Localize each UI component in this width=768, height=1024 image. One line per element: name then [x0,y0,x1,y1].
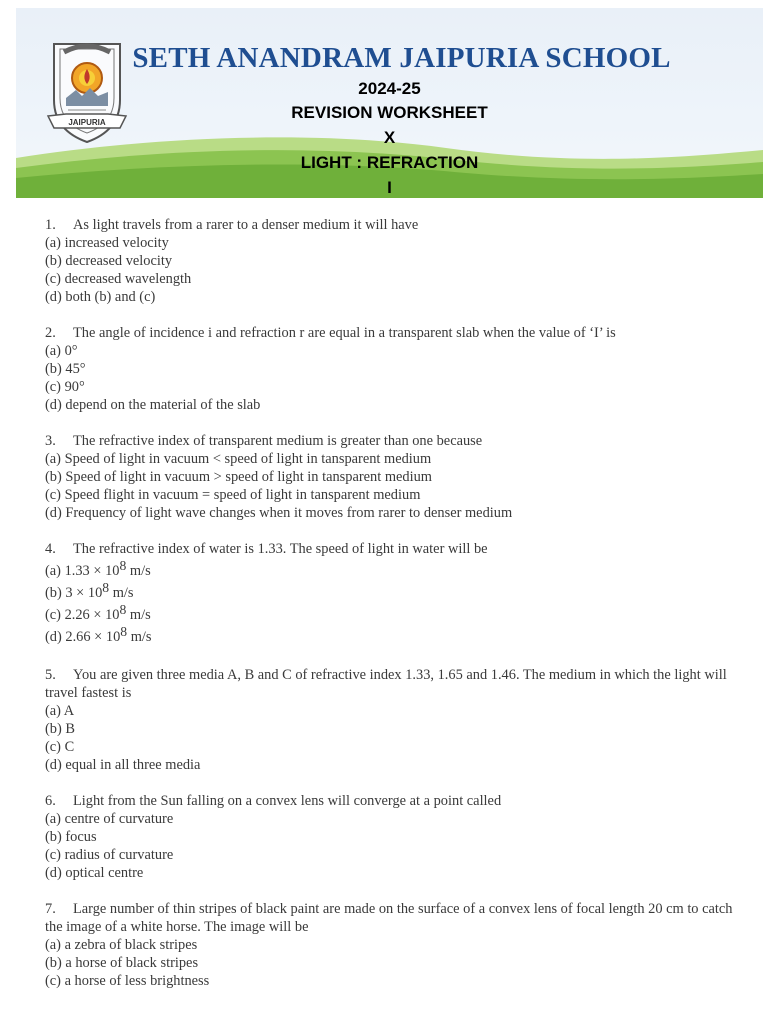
option-a: (a) increased velocity [45,235,169,251]
option-d: (d) both (b) and (c) [45,289,156,305]
question-text: You are given three media A, B and C of refractive index 1.33, 1.65 and 1.46. The medium in which the light will travel fastest is [45,667,727,701]
academic-year: 2024-25 [358,79,421,98]
question-text: Light from the Sun falling on a convex lens will converge at a point called [73,793,502,809]
option-d: (d) equal in all three media [45,757,201,773]
option-b: (b) Speed of light in vacuum > speed of light in tansparent medium [45,469,432,485]
option-c [45,604,735,626]
option-unit: m/s [126,563,151,579]
question-6 [45,792,735,882]
question-5 [45,666,735,774]
option-unit: m/s [126,607,151,623]
topic-title: LIGHT : REFRACTION [300,153,479,172]
option-c: (c) 90° [45,379,85,395]
option-a: (a) a zebra of black stripes [45,937,198,953]
option-exponent: 8 [119,558,127,574]
option-coefficient: (c) 2.26 × 10 [45,607,120,623]
worksheet-header [16,8,763,198]
school-name: SETH ANANDRAM JAIPURIA SCHOOL [132,42,671,74]
question-text: The refractive index of water is 1.33. The speed of light in water will be [73,541,488,557]
option-a: (a) Speed of light in vacuum < speed of light in tansparent medium [45,451,432,467]
option-b: (b) decreased velocity [45,253,173,269]
option-exponent: 8 [102,580,110,596]
option-c: (c) decreased wavelength [45,271,192,287]
option-a: (a) A [45,703,75,719]
option-b: (b) focus [45,829,97,845]
option-unit: m/s [109,585,134,601]
option-b [45,582,735,604]
option-b: (b) a horse of black stripes [45,955,199,971]
question-number: 5. [45,667,56,683]
question-number: 1. [45,217,56,233]
option-exponent: 8 [119,602,127,618]
option-a: (a) centre of curvature [45,811,174,827]
roman-numeral: I [387,178,392,197]
option-unit: m/s [127,629,152,645]
option-d [45,626,735,648]
option-coefficient: (a) 1.33 × 10 [45,563,120,579]
question-number: 6. [45,793,56,809]
option-c: (c) a horse of less brightness [45,973,210,989]
option-coefficient: (d) 2.66 × 10 [45,629,121,645]
question-text: The refractive index of transparent medium is greater than one because [73,433,483,449]
question-3 [45,432,735,522]
question-1 [45,216,735,306]
option-d: (d) Frequency of light wave changes when it moves from rarer to denser medium [45,505,513,521]
worksheet-title: REVISION WORKSHEET [291,103,488,122]
question-text: Large number of thin stripes of black paint are made on the surface of a convex lens of focal length 20 cm to catch the image of a white horse. The image will be [45,901,733,935]
option-c: (c) Speed flight in vacuum = speed of light in tansparent medium [45,487,421,503]
option-coefficient: (b) 3 × 10 [45,585,103,601]
question-list [45,216,735,1008]
question-4 [45,540,735,648]
option-a: (a) 0° [45,343,78,359]
question-2 [45,324,735,414]
class-label: X [383,128,396,147]
logo-banner-text: JAIPURIA [68,118,106,127]
question-number: 4. [45,541,56,557]
question-number: 3. [45,433,56,449]
option-b: (b) 45° [45,361,86,377]
option-d: (d) depend on the material of the slab [45,397,261,413]
question-7 [45,900,735,990]
option-b: (b) B [45,721,75,737]
question-number: 2. [45,325,56,341]
option-a [45,560,735,582]
option-c: (c) radius of curvature [45,847,174,863]
question-text: As light travels from a rarer to a denser medium it will have [73,217,419,233]
option-exponent: 8 [120,624,128,640]
option-d: (d) optical centre [45,865,144,881]
option-c: (c) C [45,739,75,755]
question-number: 7. [45,901,56,917]
question-text: The angle of incidence i and refraction r are equal in a transparent slab when the value of ‘I’ is [73,325,616,341]
